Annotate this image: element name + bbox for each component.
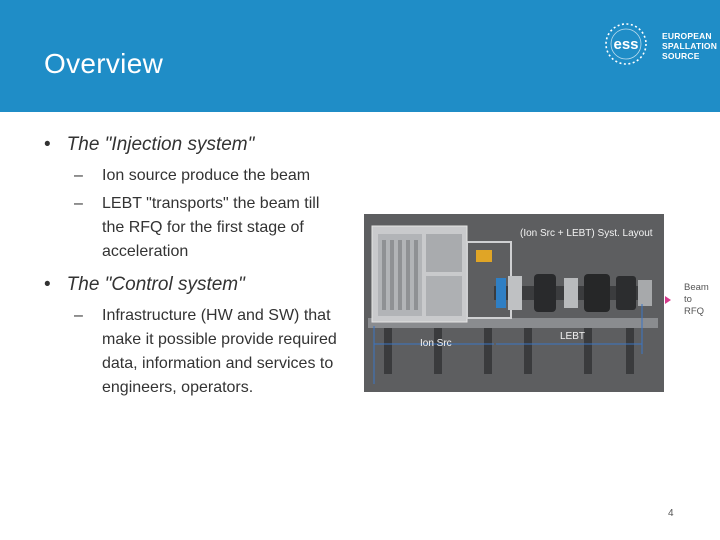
logo-line-3: SOURCE	[662, 51, 700, 61]
beam-to-rfq-note	[684, 282, 709, 318]
equipment-illustration	[364, 214, 664, 392]
ion-source-lebt-layout-image	[364, 214, 664, 392]
bullet-text: The "Injection system"	[66, 134, 255, 155]
bullet-control-system	[44, 274, 245, 296]
side-note-line-1: Beam	[684, 282, 709, 293]
logo-line-2: SPALLATION	[662, 41, 718, 51]
dash-icon: –	[74, 195, 83, 212]
logo-wordmark	[662, 31, 717, 61]
subitem	[74, 192, 346, 264]
subitem	[74, 164, 346, 188]
slide-title: Overview	[44, 48, 164, 79]
bullet-injection-system	[44, 134, 254, 156]
dash-icon: –	[74, 167, 83, 184]
logo-mark-text: ess	[613, 36, 639, 53]
bullet-text: The "Control system"	[66, 274, 245, 295]
subitem	[74, 304, 346, 400]
bullet-dot-icon: •	[44, 134, 51, 155]
header-band	[0, 0, 720, 112]
ion-src-label: Ion Src	[420, 338, 452, 349]
logo-line-1: EUROPEAN	[662, 31, 712, 41]
ess-logo-mark-icon	[598, 22, 658, 68]
beam-direction-arrow-icon	[665, 296, 671, 304]
subitem-text: Ion source produce the beam	[102, 167, 311, 184]
subitem-text: LEBT "transports" the beam till the RFQ for the first stage of acceleration	[102, 195, 320, 260]
page-number: 4	[668, 508, 674, 519]
side-note-line-2: to	[684, 294, 692, 305]
subitem-text: Infrastructure (HW and SW) that make it possible provide required data, information and services to engineers, operators.	[102, 307, 337, 396]
side-note-line-3: RFQ	[684, 306, 705, 317]
figure-title-label: (Ion Src + LEBT) Syst. Layout	[520, 228, 653, 239]
ess-logo	[598, 22, 718, 68]
bullet-dot-icon: •	[44, 274, 51, 295]
dash-icon: –	[74, 307, 83, 324]
lebt-label: LEBT	[560, 331, 586, 342]
